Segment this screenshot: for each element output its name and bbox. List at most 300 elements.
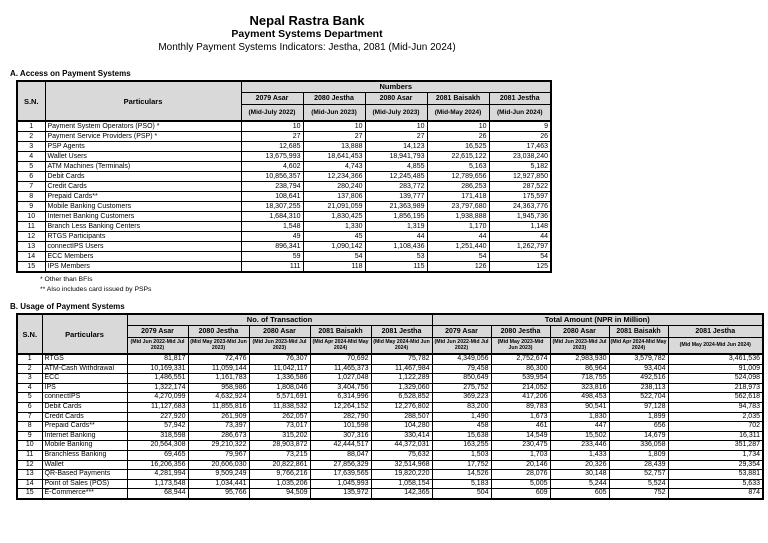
row-value: 1,938,888 <box>427 212 489 222</box>
row-transactions-value: 17,639,565 <box>310 470 371 480</box>
row-value: 4,743 <box>303 162 365 172</box>
row-value: 27 <box>303 132 365 142</box>
row-value: 1,684,310 <box>241 212 303 222</box>
row-transactions-value: 318,598 <box>127 431 188 441</box>
period-dates-header: (Mid Apr 2024-Mid May 2024) <box>609 337 668 354</box>
row-transactions-value: 1,035,206 <box>249 479 310 489</box>
row-particular: RTGS Participants <box>45 232 241 242</box>
row-amount-value: 79,458 <box>432 364 491 374</box>
row-particular: ECC <box>42 374 127 384</box>
table-a-row <box>17 202 551 212</box>
table-b-row <box>17 374 763 384</box>
row-amount-value: 718,755 <box>550 374 609 384</box>
period-header: 2080 Asar <box>550 325 609 337</box>
row-amount-value: 1,490 <box>432 412 491 422</box>
row-amount-value: 752 <box>609 489 668 499</box>
row-sn: 10 <box>17 441 42 451</box>
table-a-body <box>17 121 551 272</box>
row-amount-value: 1,830 <box>550 412 609 422</box>
row-amount-value: 5,244 <box>550 479 609 489</box>
row-value: 175,597 <box>489 192 551 202</box>
row-amount-value: 1,503 <box>432 450 491 460</box>
table-a-row <box>17 222 551 232</box>
row-value: 115 <box>365 262 427 273</box>
row-sn: 10 <box>17 212 45 222</box>
table-a-particulars-header: Particulars <box>45 81 241 121</box>
table-a-row <box>17 142 551 152</box>
row-value: 171,418 <box>427 192 489 202</box>
row-particular: IPS Members <box>45 262 241 273</box>
row-transactions-value: 142,365 <box>371 489 432 499</box>
row-amount-value: 323,816 <box>550 383 609 393</box>
row-transactions-value: 70,692 <box>310 354 371 364</box>
row-sn: 11 <box>17 222 45 232</box>
row-amount-value: 5,524 <box>609 479 668 489</box>
row-amount-value: 89,783 <box>491 402 550 412</box>
row-transactions-value: 1,329,060 <box>371 383 432 393</box>
period-dates-header: (Mid-Jun 2023) <box>303 104 365 121</box>
row-transactions-value: 262,057 <box>249 412 310 422</box>
row-amount-value: 504 <box>432 489 491 499</box>
row-particular: Point of Sales (POS) <box>42 479 127 489</box>
row-value: 17,463 <box>489 142 551 152</box>
row-transactions-value: 261,909 <box>188 412 249 422</box>
period-header: 2081 Baisakh <box>609 325 668 337</box>
row-value: 16,525 <box>427 142 489 152</box>
table-a-row <box>17 232 551 242</box>
row-transactions-value: 1,045,993 <box>310 479 371 489</box>
row-amount-value: 461 <box>491 422 550 432</box>
table-b-row <box>17 441 763 451</box>
row-value: 1,945,736 <box>489 212 551 222</box>
row-value: 12,789,656 <box>427 172 489 182</box>
document-header <box>0 0 614 54</box>
row-transactions-value: 16,206,356 <box>127 460 188 470</box>
row-value: 10,856,357 <box>241 172 303 182</box>
row-transactions-value: 4,281,994 <box>127 470 188 480</box>
row-transactions-value: 288,507 <box>371 412 432 422</box>
row-value: 23,797,680 <box>427 202 489 212</box>
row-particular: Debit Cards <box>45 172 241 182</box>
row-value: 280,240 <box>303 182 365 192</box>
row-transactions-value: 27,856,329 <box>310 460 371 470</box>
table-b-period-row <box>17 325 763 337</box>
row-transactions-value: 75,782 <box>371 354 432 364</box>
row-value: 1,262,797 <box>489 242 551 252</box>
period-header: 2080 Asar <box>365 92 427 104</box>
row-amount-value: 20,146 <box>491 460 550 470</box>
row-amount-value: 5,183 <box>432 479 491 489</box>
row-particular: Credit Cards <box>42 412 127 422</box>
row-sn: 3 <box>17 142 45 152</box>
usage-of-payment-systems-table <box>16 313 764 500</box>
row-sn: 11 <box>17 450 42 460</box>
row-value: 4,602 <box>241 162 303 172</box>
table-a-footnotes <box>40 275 768 295</box>
row-transactions-value: 1,336,586 <box>249 374 310 384</box>
period-dates-header: (Mid May 2023-Mid Jun 2023) <box>188 337 249 354</box>
period-header: 2079 Asar <box>127 325 188 337</box>
table-b-header <box>17 314 763 354</box>
row-sn: 5 <box>17 162 45 172</box>
row-sn: 4 <box>17 152 45 162</box>
row-amount-value: 447 <box>550 422 609 432</box>
row-transactions-value: 286,673 <box>188 431 249 441</box>
row-amount-value: 336,058 <box>609 441 668 451</box>
row-particular: Payment Service Providers (PSP) * <box>45 132 241 142</box>
table-b-header-row-1 <box>17 314 763 325</box>
row-value: 896,341 <box>241 242 303 252</box>
row-amount-value: 14,679 <box>609 431 668 441</box>
table-a-row <box>17 252 551 262</box>
row-value: 18,941,793 <box>365 152 427 162</box>
row-amount-value: 2,035 <box>668 412 763 422</box>
period-dates-header: (Mid-Jun 2024) <box>489 104 551 121</box>
row-value: 14,123 <box>365 142 427 152</box>
row-transactions-value: 1,486,551 <box>127 374 188 384</box>
row-transactions-value: 73,397 <box>188 422 249 432</box>
row-particular: Branchless Banking <box>42 450 127 460</box>
period-dates-header: (Mid May 2023-Mid Jun 2023) <box>491 337 550 354</box>
row-transactions-value: 9,766,216 <box>249 470 310 480</box>
row-transactions-value: 19,820,220 <box>371 470 432 480</box>
row-amount-value: 850,649 <box>432 374 491 384</box>
row-amount-value: 874 <box>668 489 763 499</box>
row-value: 44 <box>489 232 551 242</box>
row-transactions-value: 1,808,046 <box>249 383 310 393</box>
row-transactions-value: 20,564,308 <box>127 441 188 451</box>
row-value: 13,675,993 <box>241 152 303 162</box>
row-particular: Mobile Banking <box>42 441 127 451</box>
row-amount-value: 1,899 <box>609 412 668 422</box>
row-particular: connectIPS Users <box>45 242 241 252</box>
row-amount-value: 1,734 <box>668 450 763 460</box>
table-b-row <box>17 393 763 403</box>
row-amount-value: 163,255 <box>432 441 491 451</box>
table-a-header-row-1 <box>17 81 551 92</box>
row-value: 26 <box>427 132 489 142</box>
row-value: 22,615,122 <box>427 152 489 162</box>
row-value: 49 <box>241 232 303 242</box>
row-amount-value: 91,009 <box>668 364 763 374</box>
row-transactions-value: 95,766 <box>188 489 249 499</box>
row-transactions-value: 11,059,144 <box>188 364 249 374</box>
period-dates-header: (Mid May 2024-Mid Jun 2024) <box>668 337 763 354</box>
row-value: 26 <box>489 132 551 142</box>
period-dates-header: (Mid-May 2024) <box>427 104 489 121</box>
row-amount-value: 3,579,782 <box>609 354 668 364</box>
table-b-body <box>17 354 763 499</box>
row-value: 125 <box>489 262 551 273</box>
row-value: 24,363,776 <box>489 202 551 212</box>
row-value: 54 <box>489 252 551 262</box>
row-amount-value: 97,128 <box>609 402 668 412</box>
row-transactions-value: 12,276,802 <box>371 402 432 412</box>
row-value: 18,641,453 <box>303 152 365 162</box>
row-sn: 8 <box>17 192 45 202</box>
row-transactions-value: 1,027,048 <box>310 374 371 384</box>
row-particular: Prepaid Cards** <box>42 422 127 432</box>
table-b-row <box>17 489 763 499</box>
row-sn: 12 <box>17 232 45 242</box>
table-a-row <box>17 152 551 162</box>
row-amount-value: 90,541 <box>550 402 609 412</box>
row-amount-value: 230,475 <box>491 441 550 451</box>
row-value: 1,170 <box>427 222 489 232</box>
row-transactions-value: 81,817 <box>127 354 188 364</box>
row-amount-value: 609 <box>491 489 550 499</box>
row-value: 1,330 <box>303 222 365 232</box>
row-transactions-value: 12,264,152 <box>310 402 371 412</box>
table-a-row <box>17 162 551 172</box>
table-a-row <box>17 132 551 142</box>
row-sn: 13 <box>17 242 45 252</box>
row-value: 45 <box>303 232 365 242</box>
table-a-row <box>17 172 551 182</box>
row-amount-value: 498,453 <box>550 393 609 403</box>
row-amount-value: 2,752,674 <box>491 354 550 364</box>
table-b-row <box>17 412 763 422</box>
row-amount-value: 1,703 <box>491 450 550 460</box>
row-amount-value: 53,881 <box>668 470 763 480</box>
row-value: 286,253 <box>427 182 489 192</box>
period-header: 2080 Jestha <box>303 92 365 104</box>
org-name: Nepal Rastra Bank <box>249 13 365 28</box>
row-value: 4,855 <box>365 162 427 172</box>
row-amount-value: 656 <box>609 422 668 432</box>
table-a-row <box>17 182 551 192</box>
row-amount-value: 417,206 <box>491 393 550 403</box>
row-sn: 7 <box>17 182 45 192</box>
row-transactions-value: 73,017 <box>249 422 310 432</box>
row-amount-value: 369,223 <box>432 393 491 403</box>
row-particular: ATM-Cash Withdrawal <box>42 364 127 374</box>
row-amount-value: 458 <box>432 422 491 432</box>
row-transactions-value: 1,322,174 <box>127 383 188 393</box>
row-value: 1,830,425 <box>303 212 365 222</box>
row-transactions-value: 1,122,289 <box>371 374 432 384</box>
table-b-row <box>17 383 763 393</box>
row-transactions-value: 32,514,968 <box>371 460 432 470</box>
row-value: 13,888 <box>303 142 365 152</box>
row-transactions-value: 11,127,683 <box>127 402 188 412</box>
row-amount-value: 3,461,536 <box>668 354 763 364</box>
row-transactions-value: 28,903,872 <box>249 441 310 451</box>
row-sn: 7 <box>17 412 42 422</box>
row-transactions-value: 69,465 <box>127 450 188 460</box>
row-value: 10 <box>241 121 303 132</box>
row-value: 12,245,485 <box>365 172 427 182</box>
row-particular: RTGS <box>42 354 127 364</box>
row-value: 137,806 <box>303 192 365 202</box>
row-transactions-value: 330,414 <box>371 431 432 441</box>
period-header: 2081 Jestha <box>371 325 432 337</box>
row-transactions-value: 73,215 <box>249 450 310 460</box>
row-sn: 12 <box>17 460 42 470</box>
row-sn: 15 <box>17 489 42 499</box>
row-transactions-value: 11,855,816 <box>188 402 249 412</box>
table-a-row <box>17 262 551 273</box>
row-transactions-value: 11,838,532 <box>249 402 310 412</box>
table-b-row <box>17 354 763 364</box>
access-on-payment-systems-table <box>16 80 552 273</box>
row-amount-value: 5,633 <box>668 479 763 489</box>
row-value: 108,641 <box>241 192 303 202</box>
table-b-row <box>17 364 763 374</box>
row-transactions-value: 1,161,783 <box>188 374 249 384</box>
row-value: 5,182 <box>489 162 551 172</box>
row-sn: 6 <box>17 402 42 412</box>
footnote-psp-cards: ** Also includes card issued by PSPs <box>40 286 152 293</box>
row-amount-value: 86,300 <box>491 364 550 374</box>
row-amount-value: 214,052 <box>491 383 550 393</box>
table-b-row <box>17 422 763 432</box>
row-amount-value: 233,446 <box>550 441 609 451</box>
row-transactions-value: 101,598 <box>310 422 371 432</box>
table-b-date-row <box>17 337 763 354</box>
row-value: 12,234,366 <box>303 172 365 182</box>
row-value: 283,772 <box>365 182 427 192</box>
row-value: 44 <box>427 232 489 242</box>
row-sn: 9 <box>17 202 45 212</box>
row-value: 59 <box>241 252 303 262</box>
row-sn: 15 <box>17 262 45 273</box>
period-dates-header: (Mid-July 2022) <box>241 104 303 121</box>
row-sn: 14 <box>17 479 42 489</box>
row-particular: Mobile Banking Customers <box>45 202 241 212</box>
row-sn: 14 <box>17 252 45 262</box>
row-sn: 5 <box>17 393 42 403</box>
row-amount-value: 605 <box>550 489 609 499</box>
row-value: 54 <box>427 252 489 262</box>
row-transactions-value: 227,920 <box>127 412 188 422</box>
report-title: Monthly Payment Systems Indicators: Jestha, 2081 (Mid-Jun 2024) <box>158 42 456 53</box>
table-a-row <box>17 192 551 202</box>
table-b-row <box>17 402 763 412</box>
table-a-row <box>17 242 551 252</box>
row-amount-value: 702 <box>668 422 763 432</box>
row-value: 27 <box>241 132 303 142</box>
row-amount-value: 2,983,930 <box>550 354 609 364</box>
row-transactions-value: 6,528,852 <box>371 393 432 403</box>
row-amount-value: 52,757 <box>609 470 668 480</box>
row-amount-value: 94,783 <box>668 402 763 412</box>
table-a-sn-header: S.N. <box>17 81 45 121</box>
row-value: 1,548 <box>241 222 303 232</box>
row-amount-value: 28,076 <box>491 470 550 480</box>
period-header: 2081 Jestha <box>489 92 551 104</box>
row-transactions-value: 3,404,756 <box>310 383 371 393</box>
row-value: 21,363,989 <box>365 202 427 212</box>
row-particular: IPS <box>42 383 127 393</box>
row-transactions-value: 282,790 <box>310 412 371 422</box>
row-value: 1,108,436 <box>365 242 427 252</box>
row-sn: 2 <box>17 364 42 374</box>
row-amount-value: 4,349,056 <box>432 354 491 364</box>
row-particular: Internet Banking Customers <box>45 212 241 222</box>
period-dates-header: (Mid Jun 2022-Mid Jul 2022) <box>127 337 188 354</box>
row-transactions-value: 20,606,030 <box>188 460 249 470</box>
row-transactions-value: 20,822,861 <box>249 460 310 470</box>
row-transactions-value: 79,967 <box>188 450 249 460</box>
row-amount-value: 15,638 <box>432 431 491 441</box>
row-transactions-value: 135,972 <box>310 489 371 499</box>
period-dates-header: (Mid May 2024-Mid Jun 2024) <box>371 337 432 354</box>
period-header: 2081 Baisakh <box>310 325 371 337</box>
row-value: 126 <box>427 262 489 273</box>
table-a-row <box>17 121 551 132</box>
row-amount-value: 238,113 <box>609 383 668 393</box>
table-b-transactions-group-header: No. of Transaction <box>127 314 432 325</box>
row-transactions-value: 307,316 <box>310 431 371 441</box>
row-particular: Prepaid Cards** <box>45 192 241 202</box>
row-amount-value: 83,200 <box>432 402 491 412</box>
row-value: 287,522 <box>489 182 551 192</box>
table-a-header <box>17 81 551 121</box>
row-value: 10 <box>365 121 427 132</box>
row-value: 44 <box>365 232 427 242</box>
table-b-row <box>17 470 763 480</box>
row-particular: Debit Cards <box>42 402 127 412</box>
period-header: 2080 Asar <box>249 325 310 337</box>
row-sn: 6 <box>17 172 45 182</box>
row-value: 1,251,440 <box>427 242 489 252</box>
row-transactions-value: 57,942 <box>127 422 188 432</box>
row-particular: QR-Based Payments <box>42 470 127 480</box>
table-b-particulars-header: Particulars <box>42 314 127 354</box>
row-transactions-value: 4,270,099 <box>127 393 188 403</box>
row-amount-value: 492,516 <box>609 374 668 384</box>
section-a-title: A. Access on Payment Systems <box>10 69 131 78</box>
row-particular: Credit Cards <box>45 182 241 192</box>
row-sn: 8 <box>17 422 42 432</box>
row-transactions-value: 68,944 <box>127 489 188 499</box>
period-header: 2081 Baisakh <box>427 92 489 104</box>
row-amount-value: 29,354 <box>668 460 763 470</box>
row-value: 23,038,240 <box>489 152 551 162</box>
row-amount-value: 351,287 <box>668 441 763 451</box>
row-transactions-value: 11,042,117 <box>249 364 310 374</box>
row-value: 10 <box>303 121 365 132</box>
row-transactions-value: 9,509,249 <box>188 470 249 480</box>
row-amount-value: 20,326 <box>550 460 609 470</box>
section-b-title: B. Usage of Payment Systems <box>10 302 125 311</box>
row-particular: connectIPS <box>42 393 127 403</box>
row-particular: Internet Banking <box>42 431 127 441</box>
table-b-row <box>17 460 763 470</box>
period-header: 2081 Jestha <box>668 325 763 337</box>
row-sn: 1 <box>17 121 45 132</box>
row-particular: Wallet Users <box>45 152 241 162</box>
row-value: 5,163 <box>427 162 489 172</box>
row-amount-value: 524,098 <box>668 374 763 384</box>
row-particular: Branch Less Banking Centers <box>45 222 241 232</box>
row-value: 18,307,255 <box>241 202 303 212</box>
row-value: 139,777 <box>365 192 427 202</box>
table-b-row <box>17 479 763 489</box>
period-dates-header: (Mid Apr 2024-Mid May 2024) <box>310 337 371 354</box>
row-particular: E-Commerce*** <box>42 489 127 499</box>
period-header: 2080 Jestha <box>491 325 550 337</box>
row-transactions-value: 29,210,322 <box>188 441 249 451</box>
row-amount-value: 17,752 <box>432 460 491 470</box>
row-value: 12,685 <box>241 142 303 152</box>
row-transactions-value: 11,465,373 <box>310 364 371 374</box>
row-amount-value: 15,502 <box>550 431 609 441</box>
row-amount-value: 14,526 <box>432 470 491 480</box>
row-value: 1,319 <box>365 222 427 232</box>
table-b-sn-header: S.N. <box>17 314 42 354</box>
